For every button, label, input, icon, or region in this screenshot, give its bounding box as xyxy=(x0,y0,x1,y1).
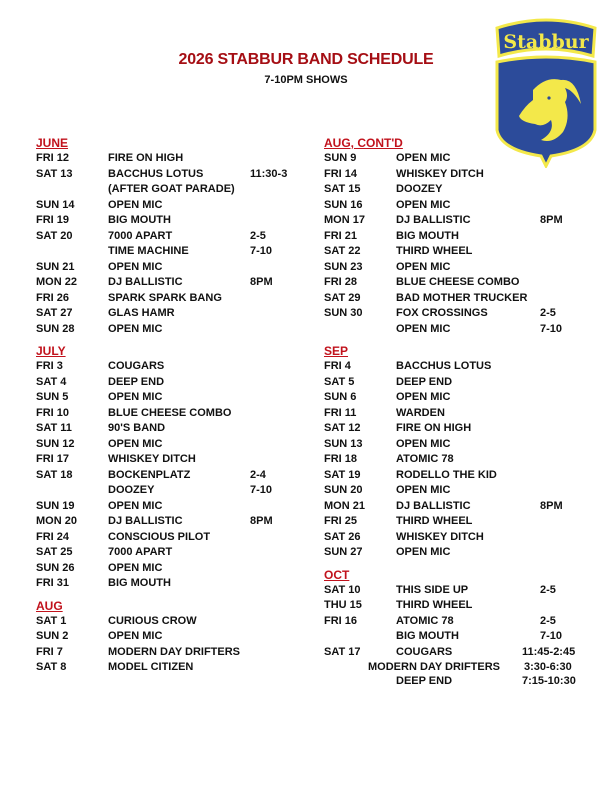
row-band: SPARK SPARK BANG xyxy=(108,291,222,304)
row-band: BOCKENPLATZ xyxy=(108,468,191,481)
row-day: SUN 27 xyxy=(324,546,363,558)
row-band: MODEL CITIZEN xyxy=(108,661,194,673)
row-band: BACCHUS LOTUS xyxy=(108,167,204,180)
schedule-row xyxy=(36,291,296,307)
schedule-row xyxy=(324,198,584,214)
schedule-row xyxy=(324,674,584,688)
month-header-july: JULY xyxy=(36,344,66,358)
row-band: COUGARS xyxy=(108,360,165,372)
schedule-row xyxy=(324,437,584,453)
schedule-row xyxy=(324,213,584,229)
schedule-row xyxy=(36,614,296,630)
row-band: DEEP END xyxy=(108,375,165,388)
schedule-left-column xyxy=(36,135,296,676)
row-time: 8PM xyxy=(250,515,273,527)
row-time: 3:30-6:30 xyxy=(524,661,572,673)
schedule-row xyxy=(36,260,296,276)
row-day: SAT 22 xyxy=(324,245,361,257)
row-time: 7:15-10:30 xyxy=(522,675,576,687)
row-band: THIRD WHEEL xyxy=(396,245,473,257)
row-day: FRI 7 xyxy=(36,645,63,658)
schedule-row xyxy=(36,213,296,229)
schedule-row xyxy=(36,151,296,167)
aug-contd-list xyxy=(324,151,584,337)
schedule-row xyxy=(324,545,584,561)
row-band: DEEP END xyxy=(396,375,453,388)
row-band: BACCHUS LOTUS xyxy=(396,360,492,372)
row-band: GLAS HAMR xyxy=(108,307,175,319)
row-day: SUN 12 xyxy=(36,437,75,450)
row-band: OPEN MIC xyxy=(108,322,163,335)
row-band: ATOMIC 78 xyxy=(396,614,454,627)
row-band: OPEN MIC xyxy=(396,198,451,211)
row-day: SAT 12 xyxy=(324,422,361,434)
month-header-sep: SEP xyxy=(324,344,349,358)
row-band: BLUE CHEESE COMBO xyxy=(396,276,520,288)
schedule-row xyxy=(36,198,296,214)
month-header-aug-contd: AUG, CONT'D xyxy=(324,136,403,150)
row-day: SAT 4 xyxy=(36,375,67,388)
schedule-row xyxy=(324,499,584,515)
row-band: OPEN MIC xyxy=(396,437,451,450)
row-band: 7000 APART xyxy=(108,546,173,558)
row-band: OPEN MIC xyxy=(108,499,163,512)
schedule-right-column xyxy=(324,135,584,688)
schedule-row xyxy=(324,390,584,406)
row-day: SAT 25 xyxy=(36,546,73,558)
row-day: FRI 18 xyxy=(324,453,358,465)
schedule-row xyxy=(36,375,296,391)
schedule-row xyxy=(324,452,584,468)
schedule-row xyxy=(324,229,584,245)
row-day: FRI 11 xyxy=(324,406,357,419)
row-band: BLUE CHEESE COMBO xyxy=(108,406,232,419)
row-day: SUN 23 xyxy=(324,260,363,273)
row-day: SAT 17 xyxy=(324,645,361,658)
row-band: 90'S BAND xyxy=(108,422,166,434)
schedule-row xyxy=(36,229,296,245)
row-day: FRI 16 xyxy=(324,614,358,627)
row-day: FRI 26 xyxy=(36,291,70,304)
row-day: MON 22 xyxy=(36,276,77,288)
row-time: 2-5 xyxy=(540,614,556,627)
row-band: WHISKEY DITCH xyxy=(108,453,196,465)
row-day: SUN 9 xyxy=(324,152,357,164)
row-time: 8PM xyxy=(540,499,563,512)
schedule-row xyxy=(324,322,584,338)
schedule-row xyxy=(36,530,296,546)
row-band: FOX CROSSINGS xyxy=(396,307,488,319)
schedule-row xyxy=(36,406,296,422)
schedule-row xyxy=(324,291,584,307)
page-title: 2026 STABBUR BAND SCHEDULE xyxy=(178,51,434,68)
oct-list xyxy=(324,583,584,689)
schedule-row xyxy=(324,375,584,391)
schedule-row xyxy=(324,167,584,183)
row-band: ATOMIC 78 xyxy=(396,453,454,465)
row-band: OPEN MIC xyxy=(396,260,451,273)
row-day: SAT 20 xyxy=(36,229,73,242)
row-band: (AFTER GOAT PARADE) xyxy=(108,183,235,195)
logo-text: Stabbur xyxy=(503,31,589,53)
month-header-june: JUNE xyxy=(36,136,69,150)
row-day: SUN 26 xyxy=(36,561,75,574)
row-band: FIRE ON HIGH xyxy=(396,422,472,434)
row-band: DJ BALLISTIC xyxy=(396,499,471,512)
row-time: 7-10 xyxy=(250,484,273,496)
row-day: MON 21 xyxy=(324,499,365,512)
row-band: BIG MOUTH xyxy=(108,577,171,589)
row-band: THIRD WHEEL xyxy=(396,599,473,611)
row-band: OPEN MIC xyxy=(396,152,451,164)
row-band: FIRE ON HIGH xyxy=(108,152,184,164)
schedule-row xyxy=(36,244,296,260)
row-time: 8PM xyxy=(250,276,273,288)
row-band: OPEN MIC xyxy=(108,391,163,403)
row-band: OPEN MIC xyxy=(396,546,451,558)
row-day: THU 15 xyxy=(324,599,362,611)
row-day: MON 17 xyxy=(324,214,365,226)
row-time: 7-10 xyxy=(540,322,563,335)
schedule-row xyxy=(36,275,296,291)
row-day: FRI 21 xyxy=(324,229,358,242)
row-day: FRI 12 xyxy=(36,152,70,164)
row-day: SAT 18 xyxy=(36,468,73,481)
row-day: SAT 27 xyxy=(36,307,73,319)
schedule-row xyxy=(324,468,584,484)
row-band: BIG MOUTH xyxy=(396,229,459,242)
row-day: FRI 17 xyxy=(36,453,70,465)
schedule-row xyxy=(324,182,584,198)
row-day: SUN 30 xyxy=(324,307,363,319)
schedule-row xyxy=(36,514,296,530)
row-day: SUN 14 xyxy=(36,198,75,211)
row-day: SUN 28 xyxy=(36,322,75,335)
row-band: OPEN MIC xyxy=(396,322,451,335)
schedule-row xyxy=(324,275,584,291)
row-day: FRI 28 xyxy=(324,276,358,288)
schedule-row xyxy=(324,514,584,530)
row-time: 2-5 xyxy=(250,229,266,242)
row-day: SUN 5 xyxy=(36,391,69,403)
row-band: BIG MOUTH xyxy=(396,630,459,642)
sep-list xyxy=(324,359,584,561)
row-band: MODERN DAY DRIFTERS xyxy=(108,645,241,658)
schedule-row xyxy=(324,583,584,599)
row-time: 11:30-3 xyxy=(250,167,288,180)
schedule-row xyxy=(36,167,296,183)
row-day: MON 20 xyxy=(36,515,77,527)
row-band: CURIOUS CROW xyxy=(108,614,197,627)
schedule-row xyxy=(36,390,296,406)
schedule-row xyxy=(324,530,584,546)
row-day: SAT 1 xyxy=(36,614,67,627)
row-day: SUN 2 xyxy=(36,630,69,642)
row-day: FRI 25 xyxy=(324,515,358,527)
row-band: OPEN MIC xyxy=(396,391,451,403)
row-day: SUN 16 xyxy=(324,198,363,211)
row-day: SUN 13 xyxy=(324,437,363,450)
row-day: SAT 19 xyxy=(324,468,361,481)
schedule-row xyxy=(36,576,296,592)
row-band: OPEN MIC xyxy=(396,484,451,496)
schedule-row xyxy=(36,499,296,515)
row-band: DJ BALLISTIC xyxy=(108,276,183,288)
schedule-row xyxy=(36,645,296,661)
row-day: FRI 24 xyxy=(36,530,70,543)
schedule-row xyxy=(324,151,584,167)
row-band: DJ BALLISTIC xyxy=(108,515,183,527)
schedule-row xyxy=(36,421,296,437)
row-time: 2-5 xyxy=(540,583,556,596)
row-band: MODERN DAY DRIFTERS xyxy=(368,661,501,673)
row-band: WHISKEY DITCH xyxy=(396,167,484,180)
row-time: 7-10 xyxy=(540,630,563,642)
row-band: BIG MOUTH xyxy=(108,214,171,226)
row-band: OPEN MIC xyxy=(108,630,163,642)
row-day: SUN 19 xyxy=(36,499,75,512)
june-list xyxy=(36,151,296,337)
row-band: WHISKEY DITCH xyxy=(396,530,484,543)
schedule-row xyxy=(324,645,584,661)
row-time: 7-10 xyxy=(250,245,273,257)
schedule-row xyxy=(36,306,296,322)
schedule-row xyxy=(324,614,584,630)
row-day: SAT 5 xyxy=(324,375,355,388)
schedule-row xyxy=(324,260,584,276)
row-band: THIS SIDE UP xyxy=(396,583,469,596)
row-band: DOOZEY xyxy=(108,484,155,496)
row-day: SAT 15 xyxy=(324,183,361,195)
schedule-row xyxy=(36,437,296,453)
row-day: SAT 26 xyxy=(324,530,361,543)
schedule-row xyxy=(36,561,296,577)
row-day: SAT 8 xyxy=(36,661,67,673)
aug-list xyxy=(36,614,296,676)
schedule-row xyxy=(36,468,296,484)
schedule-row xyxy=(36,322,296,338)
schedule-row xyxy=(36,660,296,676)
schedule-row xyxy=(36,545,296,561)
schedule-row xyxy=(324,629,584,645)
row-band: DOOZEY xyxy=(396,183,443,195)
row-day: FRI 10 xyxy=(36,406,70,419)
row-day: SAT 10 xyxy=(324,583,361,596)
schedule-row xyxy=(324,359,584,375)
row-band: DEEP END xyxy=(396,675,453,687)
row-day: SAT 13 xyxy=(36,167,73,180)
schedule-row xyxy=(324,660,584,674)
month-header-oct: OCT xyxy=(324,567,350,582)
row-band: TIME MACHINE xyxy=(108,245,189,257)
row-day: FRI 3 xyxy=(36,360,63,372)
row-band: OPEN MIC xyxy=(108,437,163,450)
schedule-row xyxy=(324,483,584,499)
schedule-row xyxy=(324,306,584,322)
row-band: CONSCIOUS PILOT xyxy=(108,530,211,543)
schedule-row xyxy=(36,452,296,468)
schedule-row xyxy=(324,421,584,437)
july-list xyxy=(36,359,296,592)
row-day: SAT 29 xyxy=(324,291,361,304)
row-band: DJ BALLISTIC xyxy=(396,214,471,226)
row-day: FRI 31 xyxy=(36,577,70,589)
row-band: RODELLO THE KID xyxy=(396,468,497,481)
row-band: BAD MOTHER TRUCKER xyxy=(396,291,528,304)
month-header-aug: AUG xyxy=(36,598,63,613)
row-day: FRI 4 xyxy=(324,360,351,372)
schedule-row xyxy=(36,359,296,375)
row-day: SUN 6 xyxy=(324,391,357,403)
schedule-row xyxy=(36,483,296,499)
schedule-row xyxy=(36,182,296,198)
row-time: 2-4 xyxy=(250,468,266,481)
row-day: FRI 14 xyxy=(324,167,358,180)
row-band: OPEN MIC xyxy=(108,260,163,273)
page-subtitle: 7-10PM SHOWS xyxy=(264,74,348,86)
row-band: THIRD WHEEL xyxy=(396,515,473,527)
row-day: FRI 19 xyxy=(36,214,70,226)
row-day: SAT 11 xyxy=(36,422,72,434)
row-day: SUN 21 xyxy=(36,260,75,273)
row-band: 7000 APART xyxy=(108,229,173,242)
row-day: SUN 20 xyxy=(324,484,363,496)
row-band: OPEN MIC xyxy=(108,198,163,211)
schedule-row xyxy=(324,598,584,614)
row-time: 8PM xyxy=(540,214,563,226)
row-time: 2-5 xyxy=(540,307,556,319)
schedule-row xyxy=(324,406,584,422)
row-band: COUGARS xyxy=(396,645,453,658)
schedule-row xyxy=(36,629,296,645)
row-time: 11:45-2:45 xyxy=(522,645,576,658)
row-band: WARDEN xyxy=(396,406,445,419)
row-band: OPEN MIC xyxy=(108,561,163,574)
schedule-row xyxy=(324,244,584,260)
